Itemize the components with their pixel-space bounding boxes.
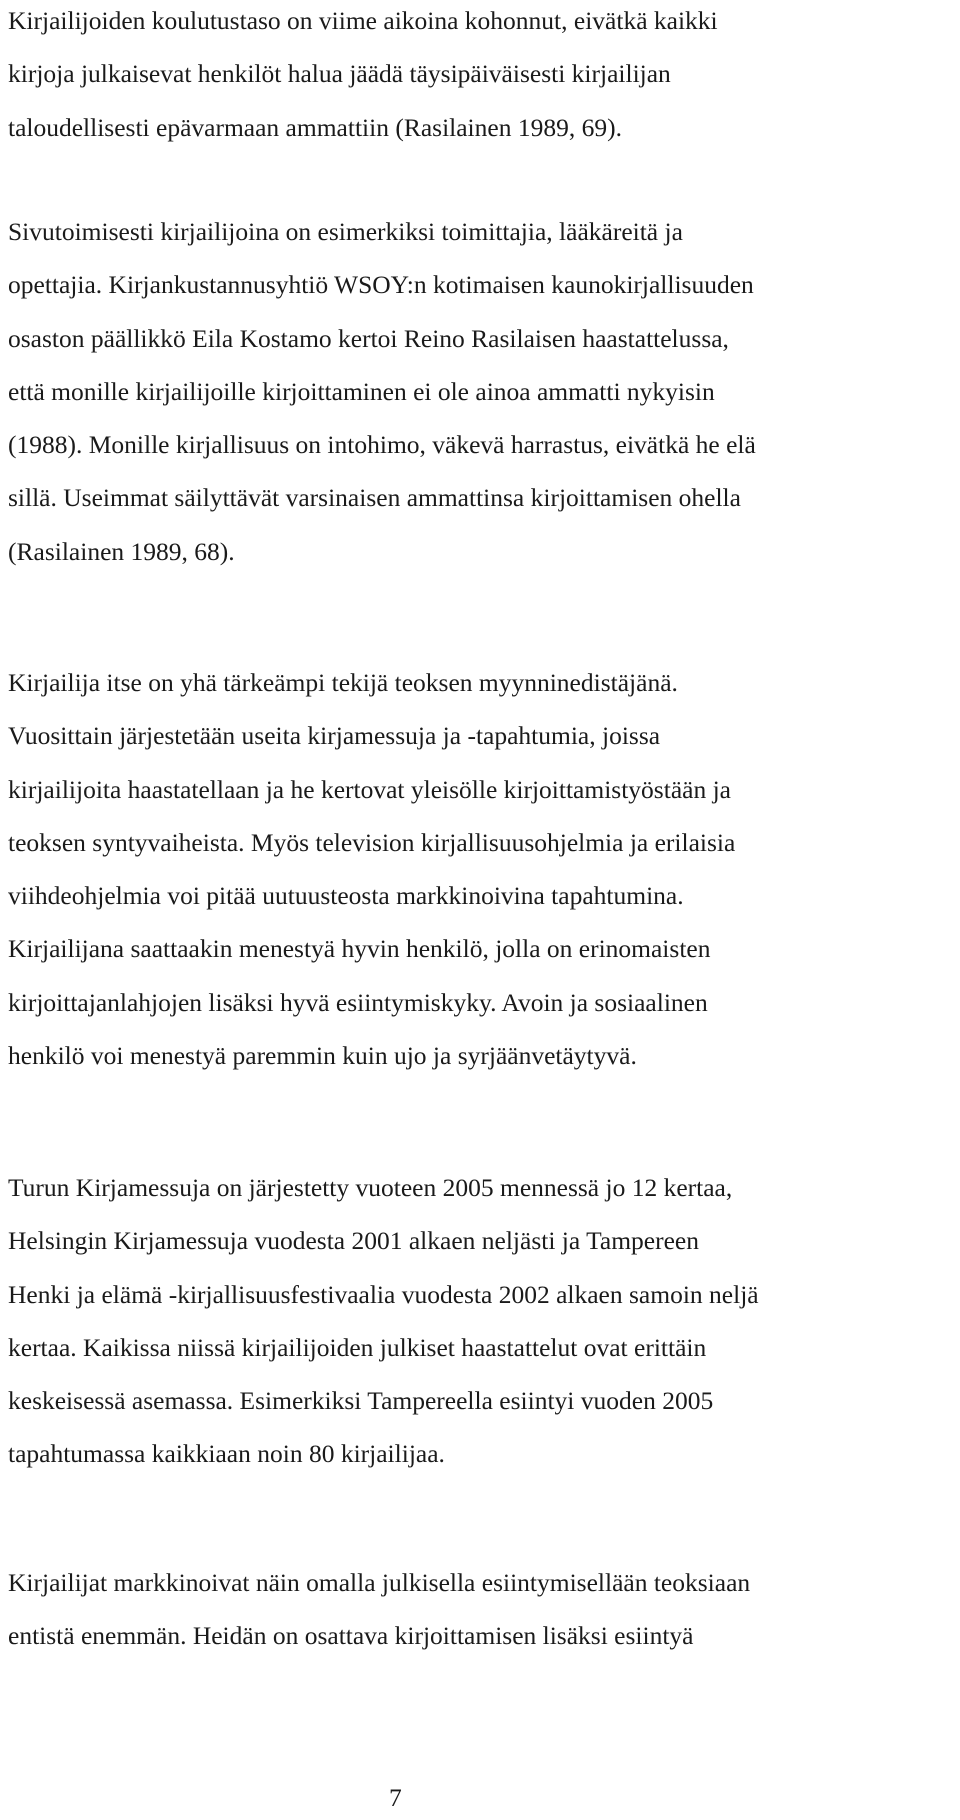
- text-line: Kirjailija itse on yhä tärkeämpi tekijä teoksen myynninedistäjänä.: [8, 668, 678, 697]
- text-line: teoksen syntyvaiheista. Myös television kirjallisuusohjelmia ja erilaisia: [8, 827, 736, 857]
- paragraph-4: [8, 1161, 759, 1481]
- text-line: Kirjailijat markkinoivat näin omalla julkisella esiintymisellään teoksiaan: [8, 1568, 751, 1597]
- text-line: Turun Kirjamessuja on järjestetty vuoteen 2005 mennessä jo 12 kertaa,: [8, 1173, 733, 1202]
- text-line: opettajia. Kirjankustannusyhtiö WSOY:n kotimaisen kaunokirjallisuuden: [8, 270, 754, 300]
- text-line: osaston päällikkö Eila Kostamo kertoi Reino Rasilaisen haastattelussa,: [8, 323, 729, 353]
- text-line: kirjailijoita haastatellaan ja he kertovat yleisölle kirjoittamistyöstään ja: [8, 774, 731, 804]
- text-line: kertaa. Kaikissa niissä kirjailijoiden julkiset haastattelut ovat erittäin: [8, 1332, 707, 1362]
- text-line: Helsingin Kirjamessuja vuodesta 2001 alkaen neljästi ja Tampereen: [8, 1226, 700, 1256]
- paragraph-2: [8, 205, 756, 578]
- text-line: Kirjailijoiden koulutustaso on viime aikoina kohonnut, eivätkä kaikki: [8, 6, 718, 35]
- text-line: taloudellisesti epävarmaan ammattiin (Rasilainen 1989, 69).: [8, 112, 622, 142]
- text-line: tapahtumassa kaikkiaan noin 80 kirjailijaa.: [8, 1439, 445, 1469]
- text-line: entistä enemmän. Heidän on osattava kirjoittamisen lisäksi esiintyä: [8, 1621, 694, 1651]
- text-line: (Rasilainen 1989, 68).: [8, 536, 235, 566]
- text-line: kirjoittajanlahjojen lisäksi hyvä esiintymiskyky. Avoin ja sosiaalinen: [8, 987, 708, 1017]
- text-line: keskeisessä asemassa. Esimerkiksi Tampereella esiintyi vuoden 2005: [8, 1386, 714, 1416]
- text-line: Henki ja elämä -kirjallisuusfestivaalia vuodesta 2002 alkaen samoin neljä: [8, 1279, 759, 1309]
- paragraph-5: [8, 1556, 750, 1663]
- text-line: (1988). Monille kirjallisuus on intohimo, väkevä harrastus, eivätkä he elä: [8, 430, 756, 460]
- text-line: Sivutoimisesti kirjailijoina on esimerkiksi toimittajia, lääkäreitä ja: [8, 217, 683, 246]
- text-line: Vuosittain järjestetään useita kirjamessuja ja -tapahtumia, joissa: [8, 721, 661, 751]
- text-line: Kirjailijana saattaakin menestyä hyvin henkilö, jolla on erinomaisten: [8, 934, 711, 964]
- text-line: sillä. Useimmat säilyttävät varsinaisen ammattinsa kirjoittamisen ohella: [8, 483, 741, 513]
- text-line: viihdeohjelmia voi pitää uutuusteosta markkinoivina tapahtumina.: [8, 881, 684, 911]
- text-line: että monille kirjailijoille kirjoittaminen ei ole ainoa ammatti nykyisin: [8, 376, 715, 406]
- text-line: kirjoja julkaisevat henkilöt halua jäädä täysipäiväisesti kirjailijan: [8, 59, 671, 89]
- paragraph-3: [8, 656, 735, 1082]
- text-line: henkilö voi menestyä paremmin kuin ujo ja syrjäänvetäytyvä.: [8, 1041, 637, 1071]
- page-number: 7: [389, 1783, 402, 1812]
- paragraph-1: [8, 0, 718, 154]
